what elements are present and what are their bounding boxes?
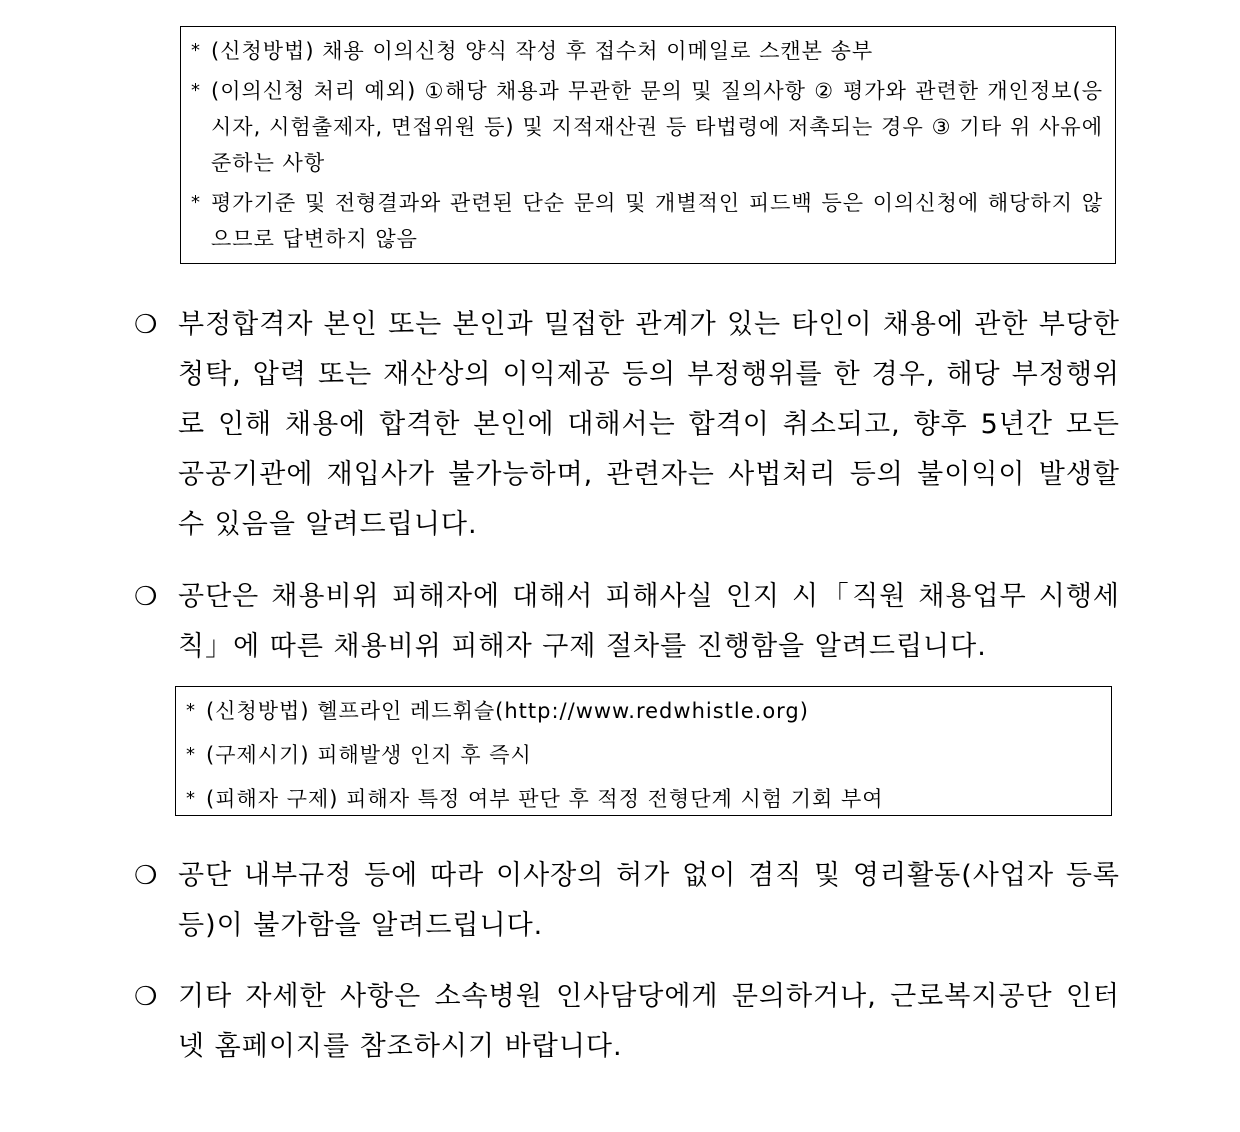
note-item (191, 185, 1103, 257)
note-text: (피해자 구제) 피해자 특정 여부 판단 후 적정 전형단계 시험 기회 부여 (206, 787, 884, 811)
paragraph-text: 부정합격자 본인 또는 본인과 밀접한 관계가 있는 타인이 채용에 관한 부당한 청탁, 압력 또는 재산상의 이익제공 등의 부정행위를 한 경우, 해당 부정행위로 인해 채용에 합격한 본인에 대해서는 합격이 취소되고, 향후 5년간 모든 공공기관에 재입사가 불가능하며, 관련자는 사법처리 등의 불이익이 발생할 수 있음을 알려드립니다. (178, 309, 1120, 540)
paragraph-contact (134, 972, 1120, 1072)
asterisk-icon: * (186, 700, 196, 721)
note-text: (이의신청 처리 예외) ①해당 채용과 무관한 문의 및 질의사항 ② 평가와 관련한 개인정보(응시자, 시험출제자, 면접위원 등) 및 지적재산권 등 타법령에 저촉되는 경우 ③ 기타 위 사유에 준하는 사항 (211, 79, 1103, 175)
notice-box-relief (175, 686, 1112, 816)
note-item (186, 737, 1099, 773)
note-item (191, 33, 1103, 69)
paragraph-fraud (134, 300, 1120, 550)
note-item (191, 73, 1103, 181)
paragraph-text: 공단 내부규정 등에 따라 이사장의 허가 없이 겸직 및 영리활동(사업자 등록 등)이 불가함을 알려드립니다. (178, 860, 1120, 941)
circle-bullet-icon: ❍ (134, 582, 158, 612)
note-text: (신청방법) 채용 이의신청 양식 작성 후 접수처 이메일로 스캔본 송부 (211, 39, 874, 63)
note-text: (신청방법) 헬프라인 레드휘슬(http://www.redwhistle.org) (206, 699, 809, 723)
asterisk-icon: * (191, 192, 201, 213)
note-text: (구제시기) 피해발생 인지 후 즉시 (206, 743, 532, 767)
circle-bullet-icon: ❍ (134, 982, 158, 1012)
note-item (186, 781, 1099, 817)
asterisk-icon: * (191, 80, 201, 101)
asterisk-icon: * (186, 744, 196, 765)
note-text: 평가기준 및 전형결과와 관련된 단순 문의 및 개별적인 피드백 등은 이의신청에 해당하지 않으므로 답변하지 않음 (211, 191, 1103, 251)
paragraph-victim-relief (134, 572, 1120, 672)
notice-box-objection (180, 26, 1116, 264)
asterisk-icon: * (191, 40, 201, 61)
circle-bullet-icon: ❍ (134, 310, 158, 340)
circle-bullet-icon: ❍ (134, 861, 158, 891)
paragraph-text: 공단은 채용비위 피해자에 대해서 피해사실 인지 시「직원 채용업무 시행세칙」에 따른 채용비위 피해자 구제 절차를 진행함을 알려드립니다. (178, 581, 1120, 662)
paragraph-side-job (134, 851, 1120, 951)
paragraph-text: 기타 자세한 사항은 소속병원 인사담당에게 문의하거나, 근로복지공단 인터넷 홈페이지를 참조하시기 바랍니다. (178, 981, 1120, 1062)
note-item (186, 693, 1099, 729)
asterisk-icon: * (186, 788, 196, 809)
